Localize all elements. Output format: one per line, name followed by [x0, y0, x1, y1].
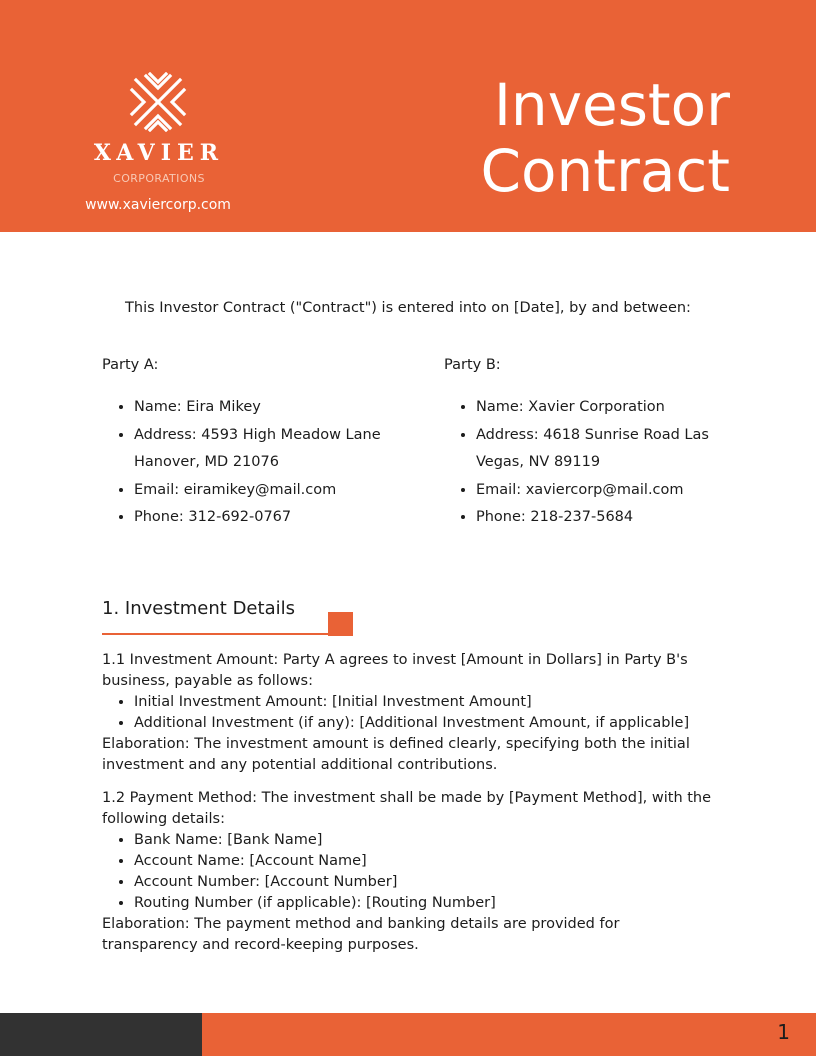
- party-a-address: • Address: 4593 High Meadow Lane Hanover, MD 21076: [134, 422, 402, 477]
- title-line-1: Investor: [493, 71, 730, 139]
- page-number: 1: [777, 1020, 790, 1044]
- footer-accent-bar: [202, 1013, 816, 1056]
- investment-amount-block: [102, 650, 714, 776]
- intro-text: This Investor Contract ("Contract") is entered into on [Date], by and between:: [125, 300, 691, 316]
- payment-method-intro: 1.2 Payment Method: The investment shall be made by [Payment Method], with the following details:: [102, 790, 712, 827]
- party-b-phone: • Phone: 218-237-5684: [476, 504, 744, 532]
- investment-amount-elaboration: Elaboration: The investment amount is defined clearly, specifying both the initial investment and any potential additional contributions.: [102, 736, 690, 773]
- list-item: • Account Number: [Account Number]: [134, 872, 714, 893]
- website-link[interactable]: www.xaviercorp.com: [85, 197, 231, 213]
- section-heading: 1. Investment Details: [102, 598, 295, 619]
- list-item: • Initial Investment Amount: [Initial Investment Amount]: [134, 692, 714, 713]
- header-banner: [0, 0, 816, 232]
- document-title: [480, 72, 730, 204]
- section-content: [102, 650, 714, 968]
- list-item: • Bank Name: [Bank Name]: [134, 830, 714, 851]
- party-b-list: [444, 394, 744, 532]
- section-underline: [102, 633, 330, 635]
- brand-subtitle: CORPORATIONS: [113, 172, 205, 185]
- crossed-arrows-logo-icon: [128, 72, 188, 132]
- party-b-label: Party B:: [444, 357, 501, 373]
- payment-method-list: [102, 830, 714, 914]
- footer-dark-bar: [0, 1013, 202, 1056]
- party-b-block: [444, 357, 744, 532]
- party-a-email: • Email: eiramikey@mail.com: [134, 477, 402, 505]
- list-item: • Routing Number (if applicable): [Routing Number]: [134, 893, 714, 914]
- list-item: • Additional Investment (if any): [Additional Investment Amount, if applicable]: [134, 713, 714, 734]
- investment-amount-list: [102, 692, 714, 734]
- party-b-name: • Name: Xavier Corporation: [476, 394, 744, 422]
- payment-method-elaboration: Elaboration: The payment method and banking details are provided for transparency and record-keeping purposes.: [102, 916, 620, 953]
- brand-name: XAVIER: [93, 140, 225, 166]
- party-a-phone: • Phone: 312-692-0767: [134, 504, 402, 532]
- list-item: • Account Name: [Account Name]: [134, 851, 714, 872]
- party-a-label: Party A:: [102, 357, 159, 373]
- investment-amount-intro: 1.1 Investment Amount: Party A agrees to invest [Amount in Dollars] in Party B's business, payable as follows:: [102, 652, 688, 689]
- party-a-list: [102, 394, 402, 532]
- party-a-name: • Name: Eira Mikey: [134, 394, 402, 422]
- party-a-block: [102, 357, 402, 532]
- party-b-address: • Address: 4618 Sunrise Road Las Vegas, NV 89119: [476, 422, 744, 477]
- title-line-2: Contract: [480, 137, 730, 205]
- party-b-email: • Email: xaviercorp@mail.com: [476, 477, 744, 505]
- section-accent-square: [328, 612, 353, 636]
- payment-method-block: [102, 788, 714, 956]
